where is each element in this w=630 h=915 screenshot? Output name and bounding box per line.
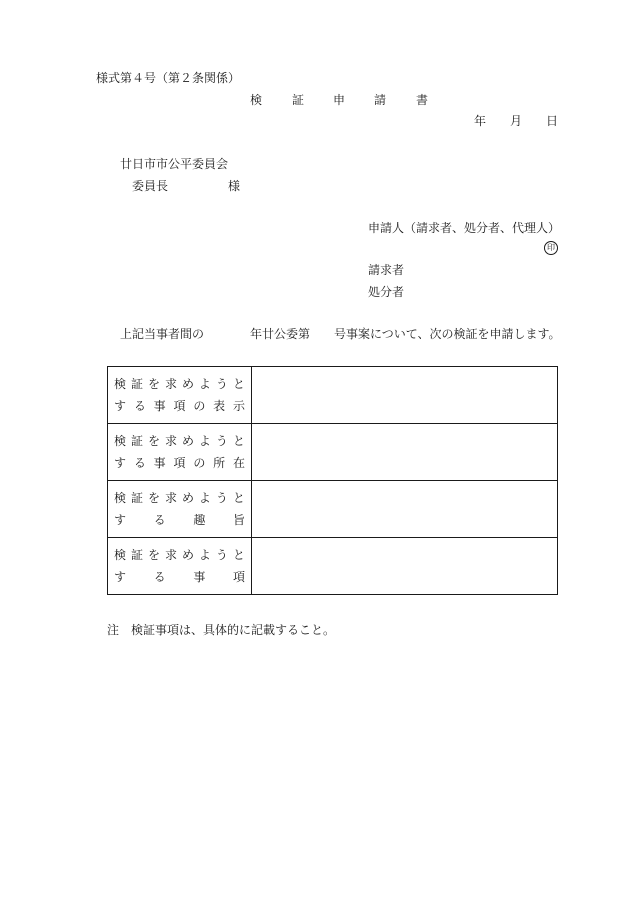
- label-char: る: [153, 513, 166, 527]
- document-title: [250, 92, 430, 108]
- label-char: 検: [114, 377, 127, 391]
- label-char: 求: [164, 548, 177, 562]
- row-value-field[interactable]: [252, 367, 558, 424]
- note: 注 検証事項は、具体的に記載すること。: [107, 623, 336, 637]
- label-char: す: [114, 456, 127, 470]
- row-label-line: [114, 544, 245, 566]
- body-text-part3: 号事案について、次の検証を申請します。: [334, 327, 561, 341]
- table-row: [108, 538, 558, 595]
- row-label-line: [114, 487, 245, 509]
- label-char: 項: [173, 399, 186, 413]
- label-char: る: [133, 456, 146, 470]
- row-label: [108, 367, 252, 424]
- label-char: を: [147, 548, 160, 562]
- recipient-organization: 廿日市市公平委員会: [120, 157, 229, 171]
- title-char: 書: [416, 93, 429, 107]
- label-char: め: [181, 491, 194, 505]
- label-char: 証: [130, 491, 143, 505]
- body-text-part1: 上記当事者間の: [120, 327, 205, 341]
- date-month: 月: [510, 114, 523, 128]
- label-char: の: [193, 456, 206, 470]
- row-label: [108, 424, 252, 481]
- label-char: 求: [164, 434, 177, 448]
- label-char: よ: [198, 548, 211, 562]
- label-char: の: [193, 399, 206, 413]
- row-label-line: [114, 452, 245, 474]
- label-char: る: [153, 570, 166, 584]
- label-char: を: [147, 377, 160, 391]
- label-char: 証: [130, 434, 143, 448]
- title-char: 検: [250, 93, 263, 107]
- title-char: 証: [292, 93, 305, 107]
- form-number: 様式第４号（第２条関係）: [96, 71, 241, 85]
- label-char: う: [215, 548, 228, 562]
- row-label-line: [114, 395, 245, 417]
- respondent-label: 処分者: [368, 285, 405, 299]
- label-char: 検: [114, 548, 127, 562]
- row-label-line: [114, 509, 245, 531]
- label-char: を: [147, 491, 160, 505]
- table-row: [108, 367, 558, 424]
- label-char: よ: [198, 491, 211, 505]
- table-row: [108, 424, 558, 481]
- applicant-label: 申請人（請求者、処分者、代理人）: [368, 221, 561, 235]
- label-char: 証: [130, 377, 143, 391]
- date-line: [474, 113, 560, 129]
- row-label-line: [114, 430, 245, 452]
- label-char: よ: [198, 377, 211, 391]
- label-char: 求: [164, 491, 177, 505]
- row-label: [108, 538, 252, 595]
- title-char: 申: [333, 93, 346, 107]
- label-char: 証: [130, 548, 143, 562]
- row-label-line: [114, 373, 245, 395]
- label-char: め: [181, 434, 194, 448]
- label-char: う: [215, 491, 228, 505]
- row-label-line: [114, 566, 245, 588]
- row-value-field[interactable]: [252, 424, 558, 481]
- label-char: よ: [198, 434, 211, 448]
- label-char: 旨: [232, 513, 245, 527]
- recipient-honorific: 様: [228, 179, 241, 193]
- label-char: め: [181, 377, 194, 391]
- label-char: 事: [153, 399, 166, 413]
- label-char: う: [215, 377, 228, 391]
- label-char: 示: [232, 399, 245, 413]
- label-char: 趣: [193, 513, 206, 527]
- label-char: る: [133, 399, 146, 413]
- label-char: 検: [114, 434, 127, 448]
- label-char: を: [147, 434, 160, 448]
- label-char: 事: [153, 456, 166, 470]
- label-char: 求: [164, 377, 177, 391]
- requester-label: 請求者: [368, 263, 405, 277]
- label-char: と: [232, 377, 245, 391]
- label-char: 項: [232, 570, 245, 584]
- seal-mark: 印: [544, 241, 558, 255]
- row-label: [108, 481, 252, 538]
- verification-table: [107, 366, 558, 595]
- label-char: す: [114, 399, 127, 413]
- title-char: 請: [374, 93, 387, 107]
- label-char: と: [232, 434, 245, 448]
- label-char: 事: [193, 570, 206, 584]
- label-char: 在: [232, 456, 245, 470]
- label-char: と: [232, 491, 245, 505]
- label-char: 表: [213, 399, 226, 413]
- table-row: [108, 481, 558, 538]
- date-year: 年: [474, 114, 487, 128]
- label-char: す: [114, 513, 127, 527]
- row-value-field[interactable]: [252, 481, 558, 538]
- label-char: 検: [114, 491, 127, 505]
- date-day: 日: [546, 114, 559, 128]
- recipient-title: 委員長: [132, 179, 169, 193]
- label-char: す: [114, 570, 127, 584]
- label-char: 所: [213, 456, 226, 470]
- row-value-field[interactable]: [252, 538, 558, 595]
- label-char: 項: [173, 456, 186, 470]
- label-char: う: [215, 434, 228, 448]
- body-text-part2: 年廿公委第: [250, 327, 311, 341]
- label-char: と: [232, 548, 245, 562]
- label-char: め: [181, 548, 194, 562]
